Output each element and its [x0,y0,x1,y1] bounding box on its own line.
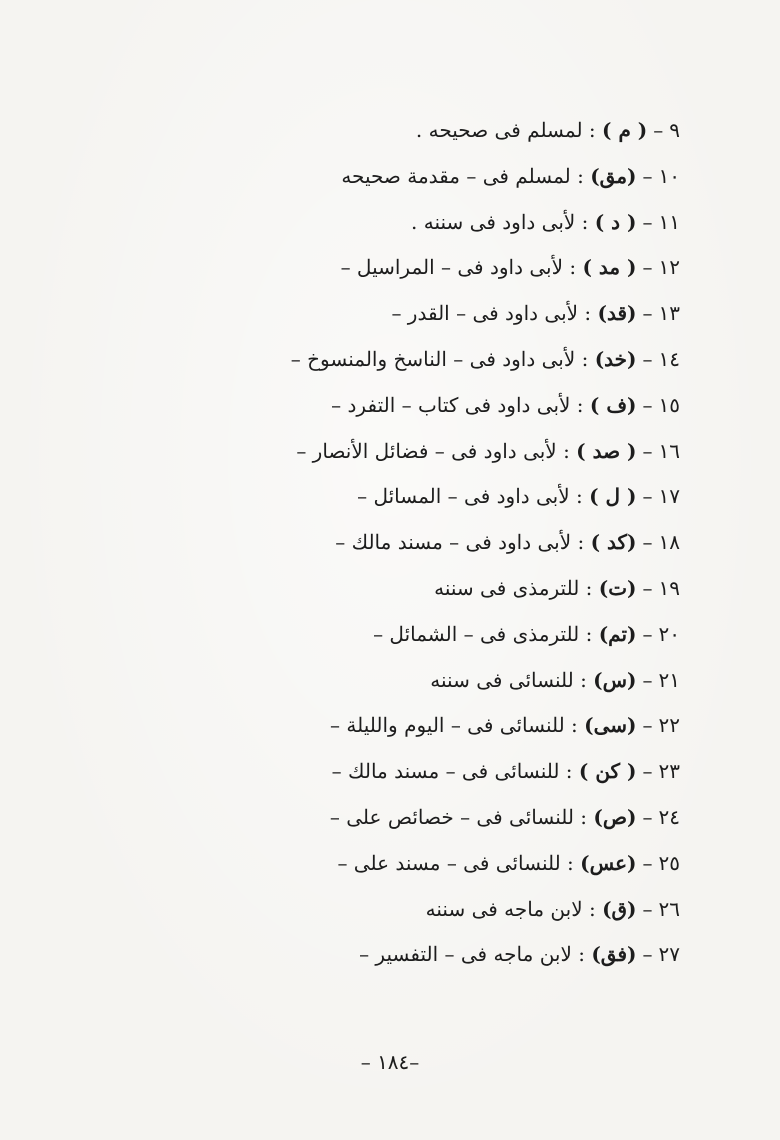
list-item [120,566,680,612]
item-description: : لأبى داود فى – المراسيل – [340,255,577,280]
item-separator: – [642,163,653,188]
item-number: ٢٥ [658,850,680,875]
item-code: (س) [593,667,637,692]
list-item [120,520,680,566]
item-separator: – [642,713,653,738]
item-code: (عس) [580,850,637,875]
item-number: ١٤ [658,346,680,371]
item-number: ١٥ [658,392,680,417]
item-code: (ت) [598,575,637,600]
list-item [120,887,680,933]
item-separator: – [642,438,653,463]
item-description: : للترمذى فى سننه [434,575,593,600]
item-code: (مق) [590,163,637,188]
item-description: : لأبى داود فى سننه . [411,209,589,234]
item-separator: – [642,850,653,875]
item-number: ١٦ [658,438,680,463]
list-item [120,200,680,246]
item-description: : لأبى داود فى كتاب – التفرد – [331,392,584,417]
item-separator: – [642,759,653,784]
list-item [120,932,680,978]
item-separator: – [642,530,653,555]
item-description: : لمسلم فى – مقدمة صحيحه [341,163,584,188]
item-code: (قد) [597,301,637,326]
item-separator: – [642,255,653,280]
list-item [120,429,680,475]
page-number: –١٨٤ – [360,1050,420,1074]
list-item [120,703,680,749]
item-description: : للنسائى فى – اليوم والليلة – [330,713,578,738]
item-separator: – [642,667,653,692]
item-code: ( د ) [594,209,637,234]
list-item [120,383,680,429]
item-description: : للنسائى فى – مسند مالك – [331,759,573,784]
item-code: (ق) [602,896,637,921]
item-separator: – [642,942,653,967]
item-separator: – [642,804,653,829]
item-code: (ف ) [589,392,637,417]
item-description: : للنسائى فى – خصائص على – [329,804,588,829]
item-description: : للنسائى فى – مسند على – [337,850,574,875]
list-item [120,658,680,704]
item-code: ( كن ) [578,759,637,784]
item-code: (ص) [593,804,637,829]
item-code: (سى) [584,713,637,738]
item-description: : لأبى داود فى – المسائل – [357,484,583,509]
item-number: ١٠ [658,163,680,188]
item-code: (كد ) [590,530,637,555]
list-item [120,795,680,841]
item-number: ٢٧ [658,942,680,967]
item-description: : لمسلم فى صحيحه . [415,118,596,142]
item-separator: – [642,896,653,921]
item-separator: – [642,392,653,417]
item-number: ٢١ [658,667,680,692]
item-description: : لأبى داود فى – القدر – [391,301,592,326]
list-item [120,245,680,291]
item-description: : لابن ماجه فى – التفسير – [359,942,585,967]
list-item [120,474,680,520]
item-code: (فق) [591,942,637,967]
item-separator: – [642,484,653,509]
item-number: ٢٠ [658,621,680,646]
item-number: ٩ [669,118,680,142]
abbreviation-list [120,108,680,978]
list-item [120,108,680,154]
item-code: ( مد ) [582,255,637,280]
item-number: ١٨ [658,530,680,555]
item-number: ١١ [658,209,680,234]
item-separator: – [642,301,653,326]
item-code: (تم) [598,621,637,646]
item-separator: – [642,346,653,371]
item-number: ٢٢ [658,713,680,738]
list-item [120,841,680,887]
item-number: ٢٦ [658,896,680,921]
item-code: ( م ) [602,118,648,142]
item-number: ١٣ [658,301,680,326]
item-description: : لأبى داود فى – فضائل الأنصار – [296,438,570,463]
list-item [120,291,680,337]
list-item [120,749,680,795]
item-code: ( ل ) [589,484,637,509]
item-code: ( صد ) [576,438,637,463]
item-separator: – [642,575,653,600]
item-number: ١٧ [658,484,680,509]
list-item [120,337,680,383]
item-code: (خد) [594,346,637,371]
item-separator: – [642,621,653,646]
item-description: : للنسائى فى سننه [430,667,587,692]
item-separator: – [642,209,653,234]
list-item [120,154,680,200]
item-description: : للترمذى فى – الشمائل – [373,621,593,646]
item-number: ٢٣ [658,759,680,784]
item-separator: – [653,118,664,142]
item-number: ١٩ [658,575,680,600]
item-description: : لأبى داود فى – مسند مالك – [335,530,585,555]
item-number: ٢٤ [658,804,680,829]
item-description: : لأبى داود فى – الناسخ والمنسوخ – [290,346,589,371]
item-description: : لابن ماجه فى سننه [425,896,596,921]
list-item [120,612,680,658]
item-number: ١٢ [658,255,680,280]
